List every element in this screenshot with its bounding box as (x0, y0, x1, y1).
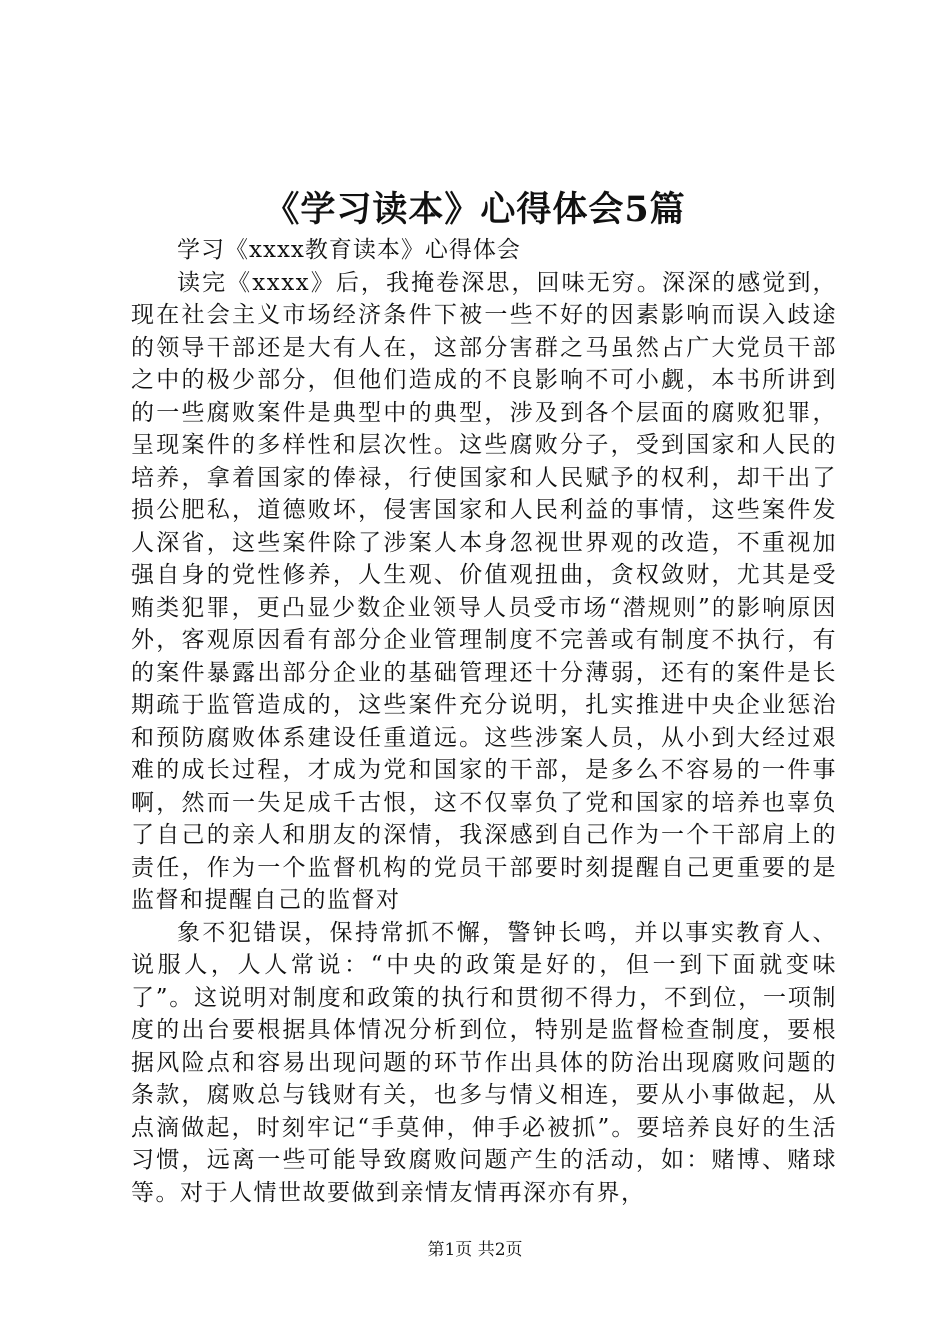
page-number-footer: 第1页 共2页 (427, 1240, 523, 1260)
document-title: 《学习读本》心得体会5篇 (264, 189, 686, 230)
document-body (131, 234, 837, 1209)
body-paragraph-2: 象不犯错误，保持常抓不懈，警钟长鸣，并以事实教育人、说服人，人人常说：“中央的政策是好的，但一到下面就变味了”。这说明对制度和政策的执行和贯彻不得力，不到位，一项制度的出台要根据具体情况分析到位，特别是监督检查制度，要根据风险点和容易出现问题的环节作出具体的防治出现腐败问题的条款，腐败总与钱财有关，也多与情义相连，要从小事做起，从点滴做起，时刻牢记“手莫伸，伸手必被抓”。要培养良好的生活习惯，远离一些可能导致腐败问题产生的活动，如：赌博、赌球等。对于人情世故要做到亲情友情再深亦有界， (131, 919, 837, 1206)
document-subtitle: 学习《xxxx教育读本》心得体会 (177, 237, 521, 263)
body-paragraph-1: 读完《xxxx》后，我掩卷深思，回味无穷。深深的感觉到，现在社会主义市场经济条件下被一些不好的因素影响而误入歧途的领导干部还是大有人在，这部分害群之马虽然占广大党员干部之中的极少部分，但他们造成的不良影响不可小觑，本书所讲到的一些腐败案件是典型中的典型，涉及到各个层面的腐败犯罪，呈现案件的多样性和层次性。这些腐败分子，受到国家和人民的培养，拿着国家的俸禄，行使国家和人民赋予的权利，却干出了损公肥私，道德败坏，侵害国家和人民利益的事情，这些案件发人深省，这些案件除了涉案人本身忽视世界观的改造，不重视加强自身的党性修养，人生观、价值观扭曲，贪权敛财，尤其是受贿类犯罪，更凸显少数企业领导人员受市场“潜规则”的影响原因外，客观原因看有部分企业管理制度不完善或有制度不执行，有的案件暴露出部分企业的基础管理还十分薄弱，还有的案件是长期疏于监管造成的，这些案件充分说明，扎实推进中央企业惩治和预防腐败体系建设任重道远。这些涉案人员，从小到大经过艰难的成长过程，才成为党和国家的干部，是多么不容易的一件事啊，然而一失足成千古恨，这不仅辜负了党和国家的培养也辜负了自己的亲人和朋友的深情，我深感到自己作为一个干部肩上的责任，作为一个监督机构的党员干部要时刻提醒自己更重要的是监督和提醒自己的监督对 (131, 269, 837, 913)
